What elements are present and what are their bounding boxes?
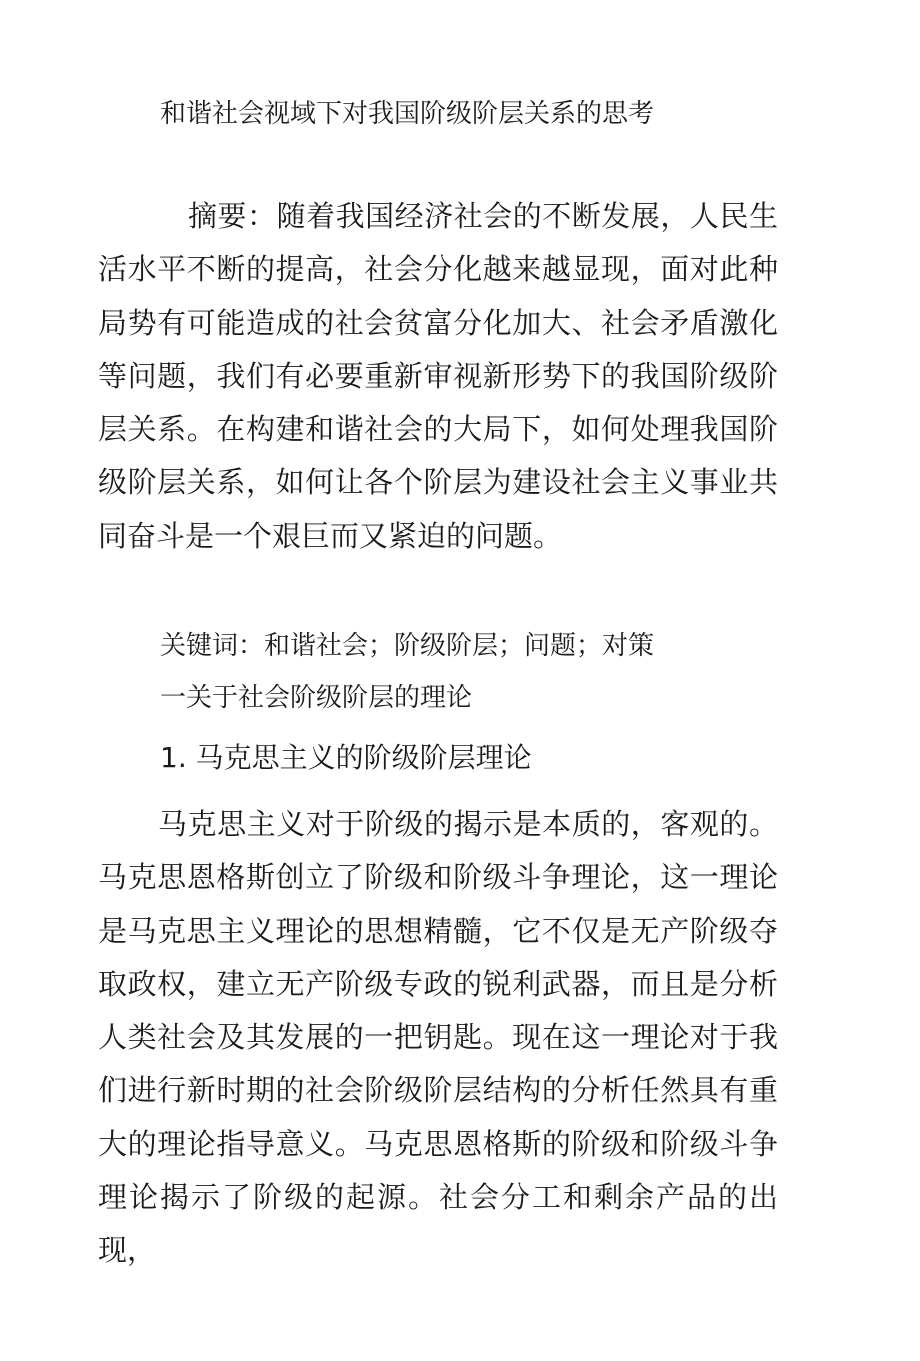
subsection-heading: 1. 马克思主义的阶级阶层理论 <box>160 741 532 774</box>
abstract-paragraph: 摘要：随着我国经济社会的不断发展，人民生活水平不断的提高，社会分化越来越显现，面对此种局势有可能造成的社会贫富分化加大、社会矛盾激化等问题，我们有必要重新审视新形势下的我国阶级阶层关系。在构建和谐社会的大局下，如何处理我国阶级阶层关系，如何让各个阶层为建设社会主义事业共同奋斗是一个艰巨而又紧迫的问题。 <box>98 199 778 553</box>
keywords-line: 关键词：和谐社会；阶级阶层；问题；对策 <box>160 631 655 661</box>
document-title: 和谐社会视域下对我国阶级阶层关系的思考 <box>160 99 655 129</box>
section-heading: 一关于社会阶级阶层的理论 <box>160 683 473 713</box>
body-paragraph: 马克思主义对于阶级的揭示是本质的，客观的。马克思恩格斯创立了阶级和阶级斗争理论，这一理论是马克思主义理论的思想精髓，它不仅是无产阶级夺取政权，建立无产阶级专政的锐利武器，而且是分析人类社会及其发展的一把钥匙。现在这一理论对于我们进行新时期的社会阶级阶层结构的分析任然具有重大的理论指导意义。马克思恩格斯的阶级和阶级斗争理论揭示了阶级的起源。社会分工和剩余产品的出现， <box>98 807 778 1268</box>
